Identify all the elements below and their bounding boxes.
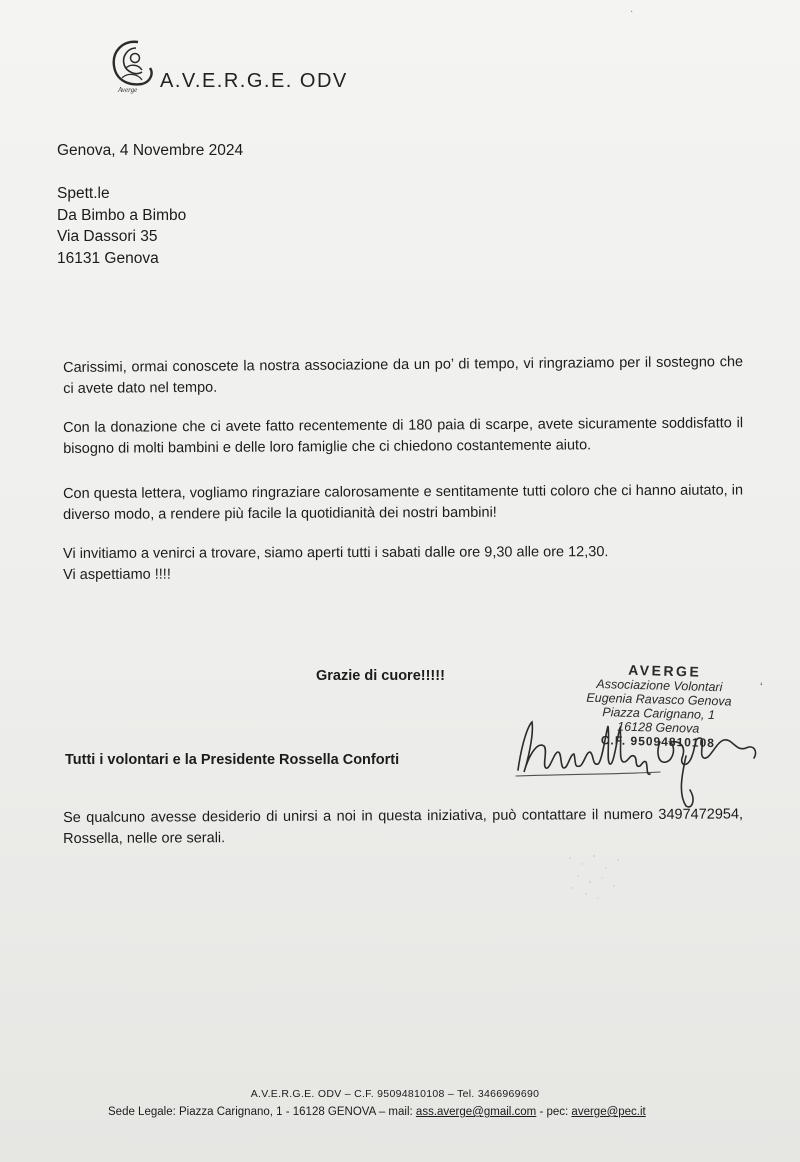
paper-speckle bbox=[560, 850, 680, 910]
stamp-title: AVERGE bbox=[628, 661, 702, 680]
recipient-address bbox=[57, 183, 186, 269]
corner-mark: · bbox=[630, 6, 634, 17]
stamp-fiscal-code: C.F. 95094810108 bbox=[600, 733, 716, 751]
address-line: Da Bimbo a Bimbo bbox=[57, 206, 187, 224]
organization-name: A.V.E.R.G.E. ODV bbox=[160, 70, 348, 92]
body-paragraph-1: Carissimi, ormai conoscete la nostra associazione da un po’ di tempo, vi ringraziamo per il sostegno che ci avete dato nel tempo. bbox=[63, 354, 744, 397]
stamp-line: 16128 Genova bbox=[617, 719, 700, 736]
sign-off-line: Tutti i volontari e la Presidente Rossella Conforti bbox=[65, 752, 400, 768]
footer-line-1 bbox=[0, 1088, 800, 1100]
contact-paragraph: Se qualcuno avesse desiderio di unirsi a noi in questa iniziativa, può contattare il numero 3497472954, Rossella, nelle ore serali. bbox=[63, 806, 744, 847]
address-line: Spett.le bbox=[57, 185, 110, 202]
invite-closing: Vi aspettiamo !!!! bbox=[63, 566, 171, 583]
stamp-line: Eugenia Ravasco Genova bbox=[586, 690, 732, 709]
date-line: Genova, 4 Novembre 2024 bbox=[57, 142, 244, 159]
body-paragraph-2: Con la donazione che ci avete fatto recentemente di 180 paia di scarpe, avete sicuramente soddisfatto il bisogno di molti bambini e delle loro famiglie che ci chiedono costantemente aiuto. bbox=[63, 415, 744, 457]
address-line: Via Dassori 35 bbox=[57, 228, 158, 245]
footer-pec-label: - pec: bbox=[536, 1106, 572, 1118]
svg-text:Averge: Averge bbox=[118, 86, 138, 94]
footer-line-2 bbox=[108, 1106, 646, 1118]
address-line: 16131 Genova bbox=[57, 249, 159, 267]
pen-mark: ‘ bbox=[760, 680, 763, 694]
averge-logo-icon bbox=[108, 38, 156, 96]
footer-legal-address: Sede Legale: Piazza Carignano, 1 - 16128 GENOVA – mail: bbox=[108, 1106, 416, 1118]
invitation-paragraph bbox=[63, 542, 703, 586]
handwritten-signature bbox=[510, 712, 770, 812]
footer-pec-link[interactable]: averge@pec.it bbox=[571, 1106, 646, 1118]
stamp-line: Associazione Volontari bbox=[596, 676, 723, 695]
body-paragraph-3: Con questa lettera, vogliamo ringraziare calorosamente e sentitamente tutti coloro che ci hanno aiutato, in diverso modo, a rendere più facile la quotidianità dei nostri bambini! bbox=[63, 482, 744, 523]
stamp-line: Piazza Carignano, 1 bbox=[602, 705, 716, 723]
thanks-line: Grazie di cuore!!!!! bbox=[316, 668, 445, 684]
footer-org-info: A.V.E.R.G.E. ODV – C.F. 95094810108 – Tel. 3466969690 bbox=[250, 1088, 540, 1100]
invite-line: Vi invitiamo a venirci a trovare, siamo aperti tutti i sabati dalle ore 9,30 alle ore 12,30. bbox=[63, 544, 609, 562]
footer-email-link[interactable]: ass.averge@gmail.com bbox=[415, 1106, 537, 1118]
